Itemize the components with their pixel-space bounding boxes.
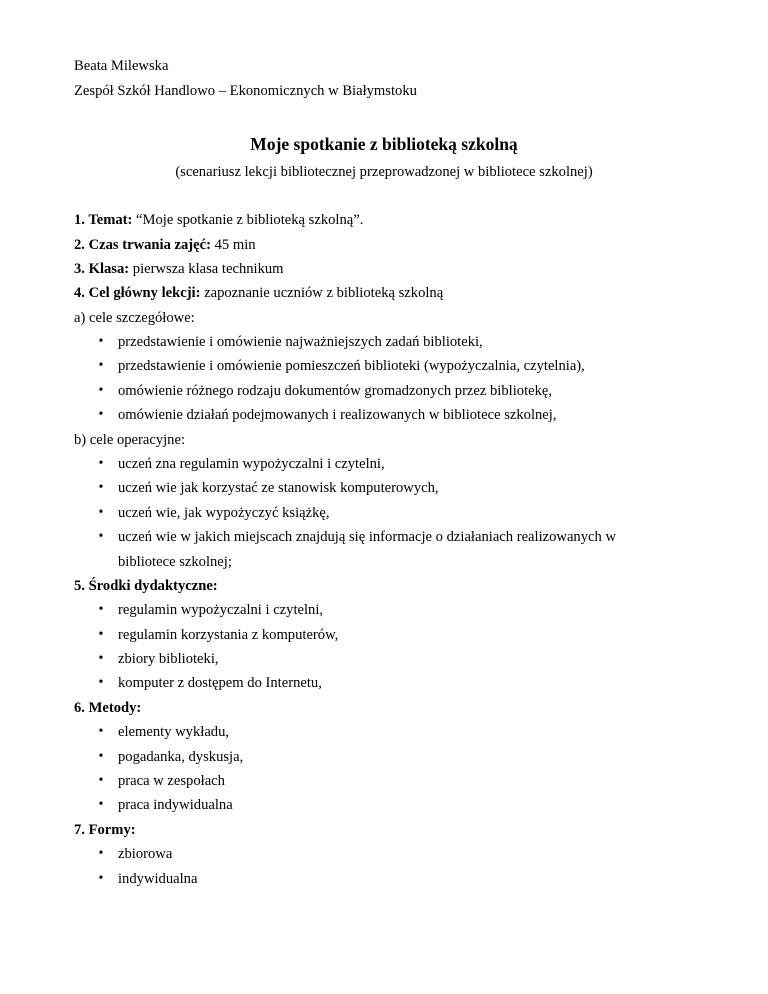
list-item: komputer z dostępem do Internetu, — [118, 675, 322, 691]
bullet-icon: • — [98, 871, 104, 886]
list-item: elementy wykładu, — [118, 724, 230, 740]
section-teaching-aids — [74, 578, 218, 594]
section-text: “Moje spotkanie z biblioteką szkolną”. — [132, 212, 364, 228]
list-item: przedstawienie i omówienie najważniejszych zadań biblioteki, — [118, 334, 483, 350]
section-label: 2. Czas trwania zajęć: — [74, 237, 211, 253]
list-item: praca indywidualna — [118, 797, 233, 813]
school-name: Zespół Szkół Handlowo – Ekonomicznych w Białymstoku — [74, 83, 417, 99]
bullet-icon: • — [98, 749, 104, 764]
list-item: praca w zespołach — [118, 773, 225, 789]
bullet-icon: • — [98, 358, 104, 373]
list-item: omówienie działań podejmowanych i realizowanych w bibliotece szkolnej, — [118, 407, 557, 423]
section-label: 1. Temat: — [74, 212, 133, 228]
section-label: 3. Klasa: — [74, 261, 130, 277]
section-duration — [74, 237, 256, 253]
bullet-icon: • — [98, 602, 104, 617]
list-item: omówienie różnego rodzaju dokumentów gromadzonych przez bibliotekę, — [118, 383, 553, 399]
section-main-goal — [74, 285, 443, 301]
list-item: regulamin korzystania z komputerów, — [118, 627, 339, 643]
bullet-icon: • — [98, 724, 104, 739]
list-item: zbiorowa — [118, 846, 173, 862]
bullet-icon: • — [98, 407, 104, 422]
bullet-icon: • — [98, 773, 104, 788]
section-label: 7. Formy: — [74, 822, 136, 838]
bullet-icon: • — [98, 529, 104, 544]
bullet-icon: • — [98, 505, 104, 520]
section-text: 45 min — [210, 237, 256, 253]
bullet-icon: • — [98, 383, 104, 398]
bullet-icon: • — [98, 456, 104, 471]
bullet-icon: • — [98, 846, 104, 861]
section-text: zapoznanie uczniów z biblioteką szkolną — [200, 285, 444, 301]
section-label: 5. Środki dydaktyczne: — [74, 578, 218, 594]
bullet-icon: • — [98, 334, 104, 349]
list-item-continuation: bibliotece szkolnej; — [118, 554, 232, 570]
section-topic — [74, 212, 363, 228]
list-item: indywidualna — [118, 871, 198, 887]
document-title: Moje spotkanie z biblioteką szkolną — [250, 134, 518, 154]
section-forms — [74, 822, 136, 838]
detailed-goals-heading: a) cele szczegółowe: — [74, 310, 195, 326]
bullet-icon: • — [98, 627, 104, 642]
list-item: uczeń wie, jak wypożyczyć książkę, — [118, 505, 330, 521]
list-item: regulamin wypożyczalni i czytelni, — [118, 602, 324, 618]
operational-goals-heading: b) cele operacyjne: — [74, 432, 186, 448]
bullet-icon: • — [98, 675, 104, 690]
bullet-icon: • — [98, 651, 104, 666]
section-class — [74, 261, 284, 277]
bullet-icon: • — [98, 797, 104, 812]
section-methods — [74, 700, 141, 716]
section-label: 6. Metody: — [74, 700, 142, 716]
section-text: pierwsza klasa technikum — [129, 261, 284, 277]
bullet-icon: • — [98, 480, 104, 495]
list-item: pogadanka, dyskusja, — [118, 749, 244, 765]
list-item: uczeń wie jak korzystać ze stanowisk komputerowych, — [118, 480, 439, 496]
document-subtitle: (scenariusz lekcji bibliotecznej przeprowadzonej w bibliotece szkolnej) — [175, 164, 593, 180]
section-label: 4. Cel główny lekcji: — [74, 285, 201, 301]
list-item: uczeń zna regulamin wypożyczalni i czytelni, — [118, 456, 385, 472]
list-item: zbiory biblioteki, — [118, 651, 219, 667]
author-name: Beata Milewska — [74, 58, 169, 74]
list-item: przedstawienie i omówienie pomieszczeń biblioteki (wypożyczalnia, czytelnia), — [118, 358, 585, 374]
list-item: uczeń wie w jakich miejscach znajdują się informacje o działaniach realizowanych w — [118, 529, 616, 545]
